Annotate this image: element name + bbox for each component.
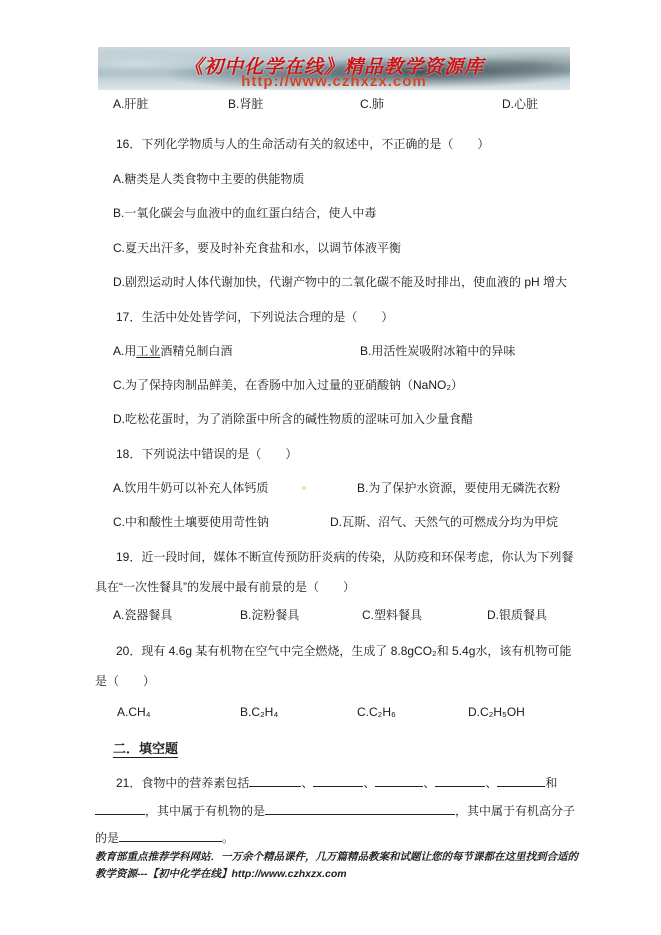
q19-option-a: A.瓷器餐具 <box>113 608 173 622</box>
fill-blank <box>95 803 145 815</box>
q17-option-c: C.为了保持肉制品鲜美，在香肠中加入过量的亚硝酸钠（NaNO₂） <box>113 378 464 392</box>
q16-option-d: D.剧烈运动时人体代谢加快，代谢产物中的二氧化碳不能及时排出，使血液的 pH 增大 <box>113 275 568 289</box>
stray-highlight-dot <box>302 486 306 490</box>
q20-option-a: A.CH₄ <box>117 705 151 719</box>
section-2-heading: 二．填空题 <box>113 741 179 756</box>
q19-option-b: B.淀粉餐具 <box>240 608 300 622</box>
fill-blank <box>265 803 455 815</box>
q15-option-d: D.心脏 <box>502 97 539 111</box>
q17-option-a-pre: A.用 <box>113 344 137 358</box>
q21-line3-end: 。 <box>222 831 235 845</box>
q21-lead: 21．食物中的营养素包括 <box>116 776 250 790</box>
q20-option-d: D.C₂H₅OH <box>468 705 525 719</box>
q21-separator: 、 <box>423 776 436 790</box>
footer-line1: 教育部重点推荐学科网站．一万余个精品课件，几万篇精品教案和试题让您的每节课都在这里找到合适的 <box>95 851 578 863</box>
fill-blank <box>497 775 545 787</box>
q18-option-b: B.为了保护水资源，要使用无磷洗衣粉 <box>357 481 561 495</box>
question-19-stem-line2: 具在“一次性餐具”的发展中最有前景的是（ ） <box>95 580 355 594</box>
q15-option-c: C.肺 <box>360 97 385 111</box>
question-21-line2 <box>95 803 575 818</box>
banner-title: 《初中化学在线》精品教学资源库 <box>183 57 484 78</box>
banner-url: http://www.czhxzx.com <box>241 73 427 90</box>
q17-option-d: D.吃松花蛋时，为了消除蛋中所含的碱性物质的涩味可加入少量食醋 <box>113 412 474 426</box>
q18-option-d: D.瓦斯、沼气、天然气的可燃成分均为甲烷 <box>330 515 559 529</box>
question-20-stem-line1: 20．现有 4.6g 某有机物在空气中完全燃烧，生成了 8.8gCO₂和 5.4g水，该有机物可能 <box>116 644 572 658</box>
fill-blank <box>375 775 423 787</box>
q20-option-b: B.C₂H₄ <box>240 705 279 719</box>
footer-line2 <box>95 868 347 881</box>
q21-separator: 、 <box>301 776 314 790</box>
q17-option-a-post: 酒精兑制白酒 <box>160 344 233 358</box>
q21-separator: 、 <box>363 776 376 790</box>
question-21-line1 <box>116 775 557 790</box>
q20-option-c: C.C₂H₆ <box>357 705 396 719</box>
question-16-stem: 16．下列化学物质与人的生命活动有关的叙述中，不正确的是（ ） <box>116 137 490 151</box>
fill-blank <box>313 775 363 787</box>
fill-blank <box>249 775 301 787</box>
fill-blank <box>435 775 485 787</box>
q21-and: 和 <box>545 776 558 790</box>
q17-option-a <box>113 344 232 358</box>
q16-option-b: B.一氧化碳会与血液中的血红蛋白结合，使人中毒 <box>113 206 377 220</box>
q21-line3-pre: 的是 <box>95 831 120 845</box>
question-20-stem-line2: 是（ ） <box>95 674 156 688</box>
question-21-line3 <box>95 830 234 845</box>
question-18-stem: 18．下列说法中错误的是（ ） <box>116 447 298 461</box>
site-banner-image <box>98 47 570 90</box>
footer-line2-text: 教学资源---【初中化学在线】 <box>95 868 232 880</box>
q17-option-a-underlined: 工业 <box>136 344 161 358</box>
q16-option-c: C.夏天出汗多，要及时补充食盐和水，以调节体液平衡 <box>113 241 402 255</box>
question-19-stem-line1: 19．近一段时间，媒体不断宣传预防肝炎病的传染，从防疫和环保考虑，你认为下列餐 <box>116 550 574 564</box>
q17-option-b: B.用活性炭吸附冰箱中的异味 <box>360 344 516 358</box>
q15-option-a: A.肝脏 <box>113 97 149 111</box>
q21-line2-mid: ，其中属于有机物的是 <box>145 804 266 818</box>
q18-option-a: A.饮用牛奶可以补充人体钙质 <box>113 481 269 495</box>
q18-option-c: C.中和酸性土壤要使用苛性钠 <box>113 515 270 529</box>
q19-option-d: D.银质餐具 <box>487 608 548 622</box>
q21-line2-end: ，其中属于有机高分子 <box>455 804 576 818</box>
q21-separator: 、 <box>485 776 498 790</box>
question-17-stem: 17．生活中处处皆学问，下列说法合理的是（ ） <box>116 310 394 324</box>
q19-option-c: C.塑料餐具 <box>362 608 423 622</box>
q15-option-b: B.肾脏 <box>228 97 264 111</box>
q16-option-a: A.糖类是人类食物中主要的供能物质 <box>113 172 305 186</box>
footer-url-link[interactable]: http://www.czhxzx.com <box>231 868 347 880</box>
fill-blank <box>119 830 222 842</box>
